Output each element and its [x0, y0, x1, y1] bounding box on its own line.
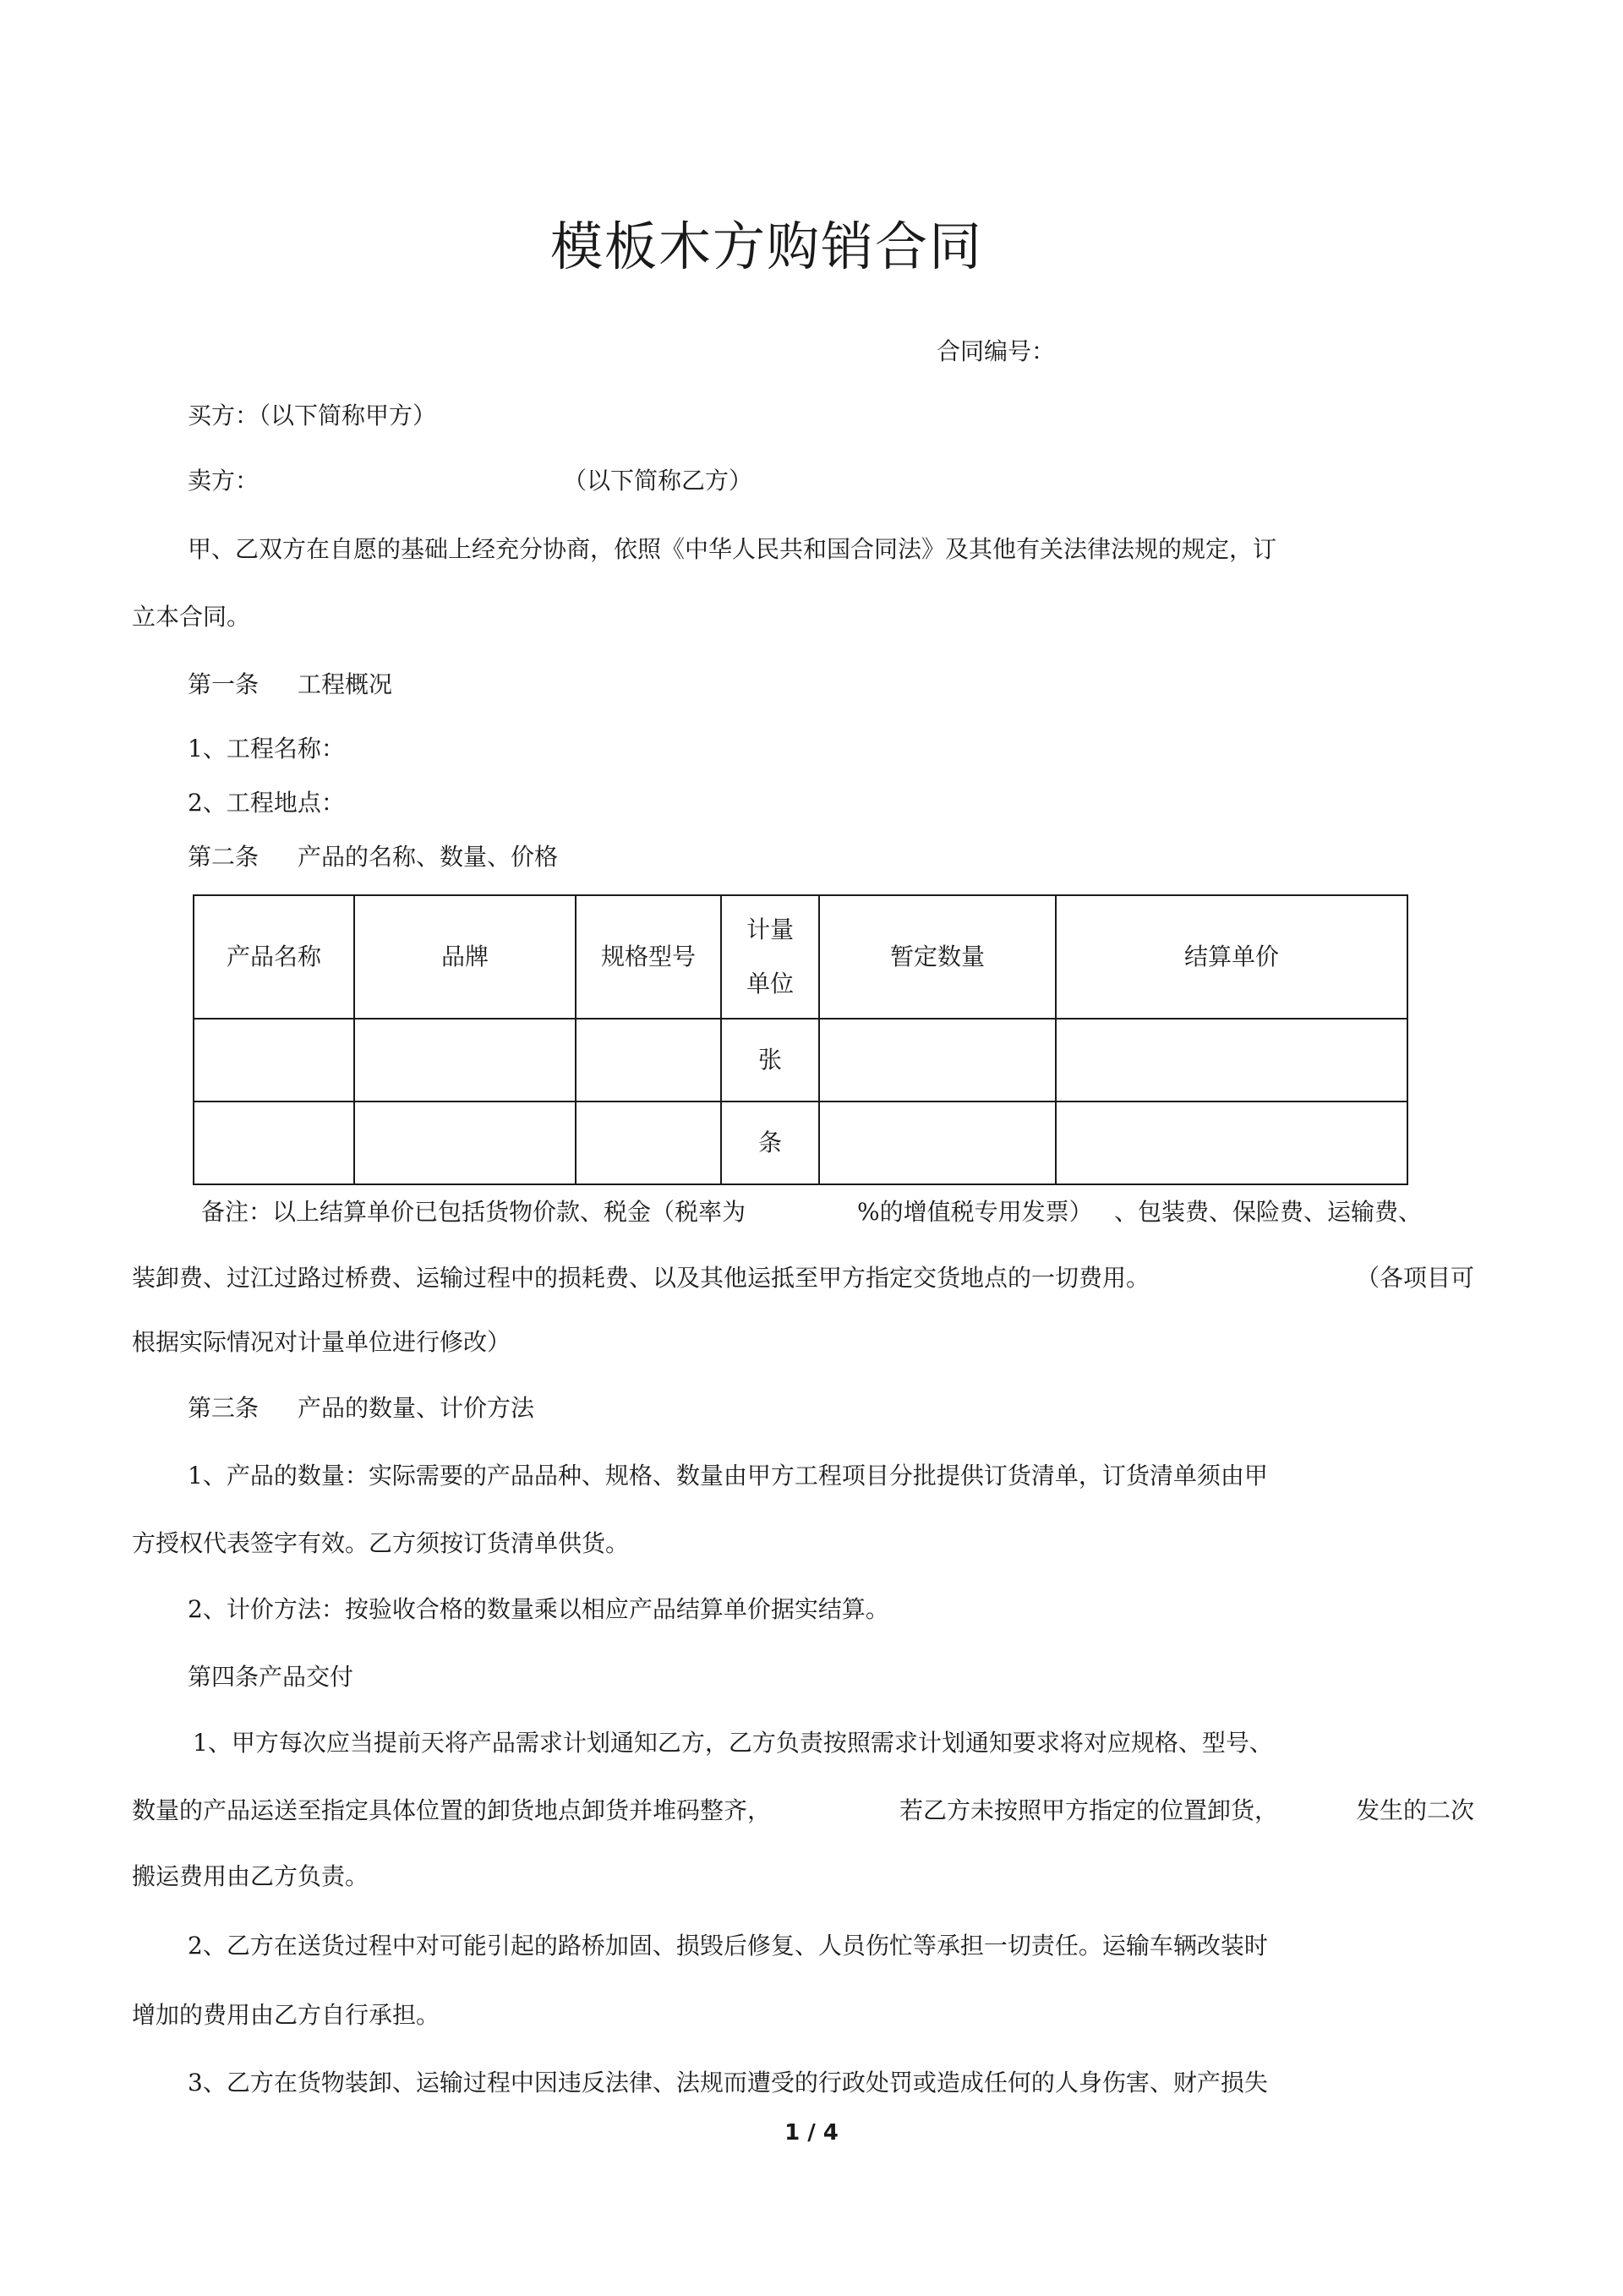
table-cell [819, 1102, 1056, 1184]
note-line1-c: 、包装费、保险费、运输费、 [1114, 1198, 1423, 1226]
table-cell [1056, 1019, 1407, 1102]
buyer-line: 买方：（以下简称甲方） [188, 402, 437, 429]
table-header-row [194, 895, 1407, 1019]
article3-number: 第三条 [188, 1394, 260, 1422]
article4-item1-line3: 搬运费用由乙方负责。 [132, 1862, 369, 1890]
header-brand: 品牌 [354, 895, 576, 1019]
table-cell-unit: 条 [721, 1102, 819, 1184]
table-cell [354, 1102, 576, 1184]
article4-item2-line2: 增加的费用由乙方自行承担。 [132, 2001, 440, 2029]
article4-item1-line1: 1、甲方每次应当提前天将产品需求计划通知乙方，乙方负责按照需求计划通知要求将对应规格、型号、 [193, 1729, 1273, 1757]
header-settlement-price: 结算单价 [1056, 895, 1407, 1019]
article3-title: 产品的数量、计价方法 [298, 1394, 535, 1422]
table-cell-unit: 张 [721, 1019, 819, 1102]
article2-number: 第二条 [188, 843, 260, 871]
table-cell [576, 1102, 721, 1184]
table-cell [194, 1019, 354, 1102]
article1-title: 工程概况 [298, 670, 393, 698]
contract-number-label: 合同编号： [937, 337, 1056, 365]
header-tentative-quantity: 暂定数量 [819, 895, 1056, 1019]
page-number: 1 / 4 [784, 2120, 839, 2146]
note-line1-b: %的增值税专用发票） [857, 1198, 1093, 1226]
note-line3: 根据实际情况对计量单位进行修改） [132, 1328, 511, 1356]
table-cell [819, 1019, 1056, 1102]
document-title: 模板木方购销合同 [549, 216, 983, 277]
table-row [194, 1102, 1407, 1184]
article4-item1-line2-a: 数量的产品运送至指定具体位置的卸货地点卸货并堆码整齐， [132, 1796, 772, 1824]
article1-heading [188, 668, 392, 702]
table-cell [354, 1019, 576, 1102]
article4-item1-line2-c: 发生的二次 [1356, 1796, 1475, 1824]
note-line1-a: 备注：以上结算单价已包括货物价款、税金（税率为 [201, 1198, 746, 1226]
article2-heading [188, 840, 558, 874]
seller-label: 卖方： [188, 467, 260, 495]
table-row [194, 1019, 1407, 1102]
article4-item2-line1: 2、乙方在送货过程中对可能引起的路桥加固、损毁后修复、人员伤忙等承担一切责任。运输车辆改装时 [188, 1932, 1268, 1960]
article4-item3-line1: 3、乙方在货物装卸、运输过程中因违反法律、法规而遭受的行政处罚或造成任何的人身伤害、财产损失 [188, 2069, 1268, 2096]
note-line2-a: 装卸费、过江过路过桥费、运输过程中的损耗费、以及其他运抵至甲方指定交货地点的一切费用。 [132, 1264, 1150, 1292]
table-cell [194, 1102, 354, 1184]
header-unit-line1: 计量 [746, 916, 794, 943]
article3-item1-line2: 方授权代表签字有效。乙方须按订货清单供货。 [132, 1529, 630, 1557]
header-unit [721, 895, 819, 1019]
article4-item1-line2-b: 若乙方未按照甲方指定的位置卸货， [899, 1796, 1279, 1824]
header-product-name: 产品名称 [194, 895, 354, 1019]
table-cell [1056, 1102, 1407, 1184]
article1-number: 第一条 [188, 670, 260, 698]
header-unit-line2: 单位 [746, 970, 794, 998]
product-table [193, 894, 1408, 1185]
article1-item-project-name: 1、工程名称： [188, 735, 345, 763]
header-spec-model: 规格型号 [576, 895, 721, 1019]
article4-heading: 第四条产品交付 [188, 1663, 354, 1691]
article3-heading [188, 1391, 534, 1425]
intro-paragraph-line2: 立本合同。 [132, 603, 251, 631]
article3-item1-line1: 1、产品的数量：实际需要的产品品种、规格、数量由甲方工程项目分批提供订货清单，订货清单须由甲 [188, 1462, 1268, 1490]
intro-paragraph-line1: 甲、乙双方在自愿的基础上经充分协商，依照《中华人民共和国合同法》及其他有关法律法规的规定，订 [188, 535, 1277, 563]
article1-item-project-location: 2、工程地点： [188, 789, 345, 817]
article3-item2: 2、计价方法：按验收合格的数量乘以相应产品结算单价据实结算。 [188, 1595, 889, 1623]
note-line2-b: （各项目可 [1356, 1264, 1475, 1292]
table-cell [576, 1019, 721, 1102]
seller-suffix: （以下简称乙方） [563, 467, 753, 495]
article2-title: 产品的名称、数量、价格 [298, 843, 559, 871]
